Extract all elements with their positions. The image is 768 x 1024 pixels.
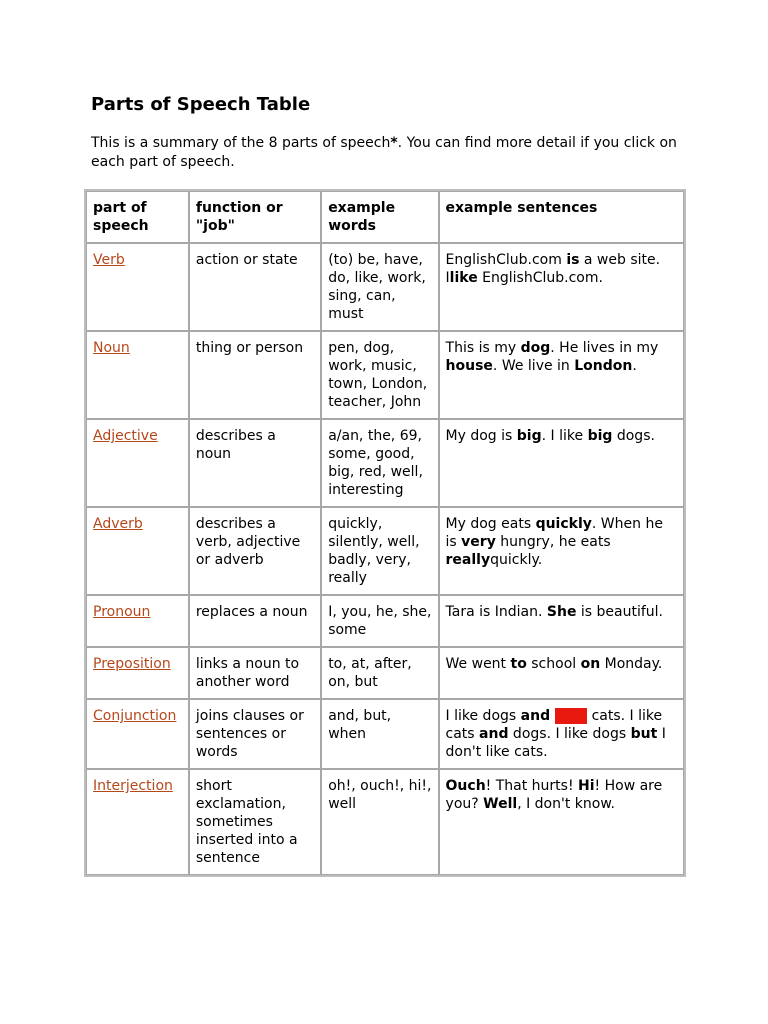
sentence-text: . When he is <box>445 516 663 550</box>
bold-text: like <box>449 270 478 286</box>
example-sentences-cell <box>439 647 684 699</box>
part-of-speech-link[interactable]: Adverb <box>93 516 143 532</box>
bold-text: Hi <box>578 778 595 794</box>
bold-text: and <box>520 708 551 724</box>
bold-text: quickly <box>535 516 592 532</box>
table-row <box>86 647 684 699</box>
example-words-cell: quickly, silently, well, badly, very, really <box>321 507 438 595</box>
intro-text-end: . You can find more detail if you click on each part of speech. <box>91 135 677 170</box>
sentence-text: ! That hurts! <box>485 778 579 794</box>
intro-text-start: This is a summary of the 8 parts of speech <box>91 135 391 151</box>
example-words-cell: pen, dog, work, music, town, London, teacher, John <box>321 331 438 419</box>
intro-paragraph <box>91 134 681 172</box>
function-cell: describes a noun <box>189 419 321 507</box>
example-words-cell: to, at, after, on, but <box>321 647 438 699</box>
sentence-text: EnglishClub.com. <box>477 270 603 286</box>
example-words-cell: oh!, ouch!, hi!, well <box>321 769 438 875</box>
part-of-speech-link[interactable]: Adjective <box>93 428 158 444</box>
column-header-sentences: example sentences <box>439 191 684 243</box>
sentence-text: cats. I like cats <box>445 708 663 742</box>
part-of-speech-link[interactable]: Verb <box>93 252 125 268</box>
bold-text: to <box>510 656 527 672</box>
bold-text: really <box>445 552 491 568</box>
sentence-text: I like dogs <box>445 708 521 724</box>
table-row <box>86 507 684 595</box>
bold-text: big <box>516 428 542 444</box>
sentence-text: I don't like cats. <box>445 726 666 760</box>
highlighted-text: I like <box>554 708 588 724</box>
sentence-text: My dog is <box>445 428 517 444</box>
table-header-row <box>86 191 684 243</box>
part-cell <box>86 647 189 699</box>
bold-text: She <box>546 604 577 620</box>
part-of-speech-link[interactable]: Interjection <box>93 778 173 794</box>
function-cell: describes a verb, adjective or adverb <box>189 507 321 595</box>
part-of-speech-link[interactable]: Noun <box>93 340 130 356</box>
part-of-speech-link[interactable]: Pronoun <box>93 604 151 620</box>
sentence-text: EnglishClub.com <box>445 252 567 268</box>
sentence-text: a web site. I <box>445 252 661 286</box>
part-cell <box>86 331 189 419</box>
example-words-cell: I, you, he, she, some <box>321 595 438 647</box>
part-cell <box>86 507 189 595</box>
table-row <box>86 243 684 331</box>
sentence-text: , I don't know. <box>517 796 615 812</box>
bold-text: house <box>445 358 493 374</box>
part-cell <box>86 699 189 769</box>
sentence-text: quickly. <box>490 552 543 568</box>
part-cell <box>86 595 189 647</box>
table-row <box>86 595 684 647</box>
parts-of-speech-table <box>84 189 686 877</box>
sentence-text <box>550 708 554 724</box>
page-title: Parts of Speech Table <box>91 94 311 115</box>
function-cell: action or state <box>189 243 321 331</box>
example-words-cell: (to) be, have, do, like, work, sing, can, must <box>321 243 438 331</box>
function-cell: replaces a noun <box>189 595 321 647</box>
part-of-speech-link[interactable]: Preposition <box>93 656 171 672</box>
column-header-words: example words <box>321 191 438 243</box>
bold-text: Ouch <box>445 778 486 794</box>
sentence-text: school <box>526 656 581 672</box>
sentence-text: . <box>632 358 637 374</box>
part-of-speech-link[interactable]: Conjunction <box>93 708 177 724</box>
part-cell <box>86 419 189 507</box>
bold-text: big <box>587 428 613 444</box>
bold-text: dog <box>520 340 551 356</box>
example-words-cell: a/an, the, 69, some, good, big, red, well, interesting <box>321 419 438 507</box>
function-cell: short exclamation, sometimes inserted into a sentence <box>189 769 321 875</box>
table-row <box>86 699 684 769</box>
column-header-part: part of speech <box>86 191 189 243</box>
sentence-text: . He lives in my <box>550 340 659 356</box>
sentence-text: dogs. I like dogs <box>508 726 631 742</box>
bold-text: on <box>580 656 601 672</box>
example-sentences-cell <box>439 507 684 595</box>
table-row <box>86 769 684 875</box>
example-sentences-cell <box>439 769 684 875</box>
part-cell <box>86 243 189 331</box>
table-row <box>86 331 684 419</box>
function-cell: joins clauses or sentences or words <box>189 699 321 769</box>
sentence-text: Monday. <box>600 656 663 672</box>
sentence-text: hungry, he eats <box>495 534 611 550</box>
sentence-text: My dog eats <box>445 516 536 532</box>
example-words-cell: and, but, when <box>321 699 438 769</box>
example-sentences-cell <box>439 699 684 769</box>
bold-text: is <box>566 252 580 268</box>
part-cell <box>86 769 189 875</box>
example-sentences-cell <box>439 243 684 331</box>
sentence-text: dogs. <box>612 428 655 444</box>
function-cell: links a noun to another word <box>189 647 321 699</box>
intro-asterisk: * <box>390 135 398 151</box>
example-sentences-cell <box>439 331 684 419</box>
sentence-text: ! How are you? <box>445 778 663 812</box>
table-row <box>86 419 684 507</box>
sentence-text: Tara is Indian. <box>445 604 547 620</box>
example-sentences-cell <box>439 595 684 647</box>
bold-text: and <box>479 726 509 742</box>
sentence-text: We went <box>445 656 511 672</box>
function-cell: thing or person <box>189 331 321 419</box>
bold-text: Well <box>483 796 518 812</box>
example-sentences-cell <box>439 419 684 507</box>
column-header-function: function or "job" <box>189 191 321 243</box>
sentence-text: . We live in <box>492 358 575 374</box>
bold-text: London <box>574 358 633 374</box>
sentence-text: is beautiful. <box>576 604 664 620</box>
bold-text: but <box>630 726 658 742</box>
sentence-text: . I like <box>541 428 588 444</box>
bold-text: very <box>461 534 496 550</box>
sentence-text: This is my <box>445 340 521 356</box>
